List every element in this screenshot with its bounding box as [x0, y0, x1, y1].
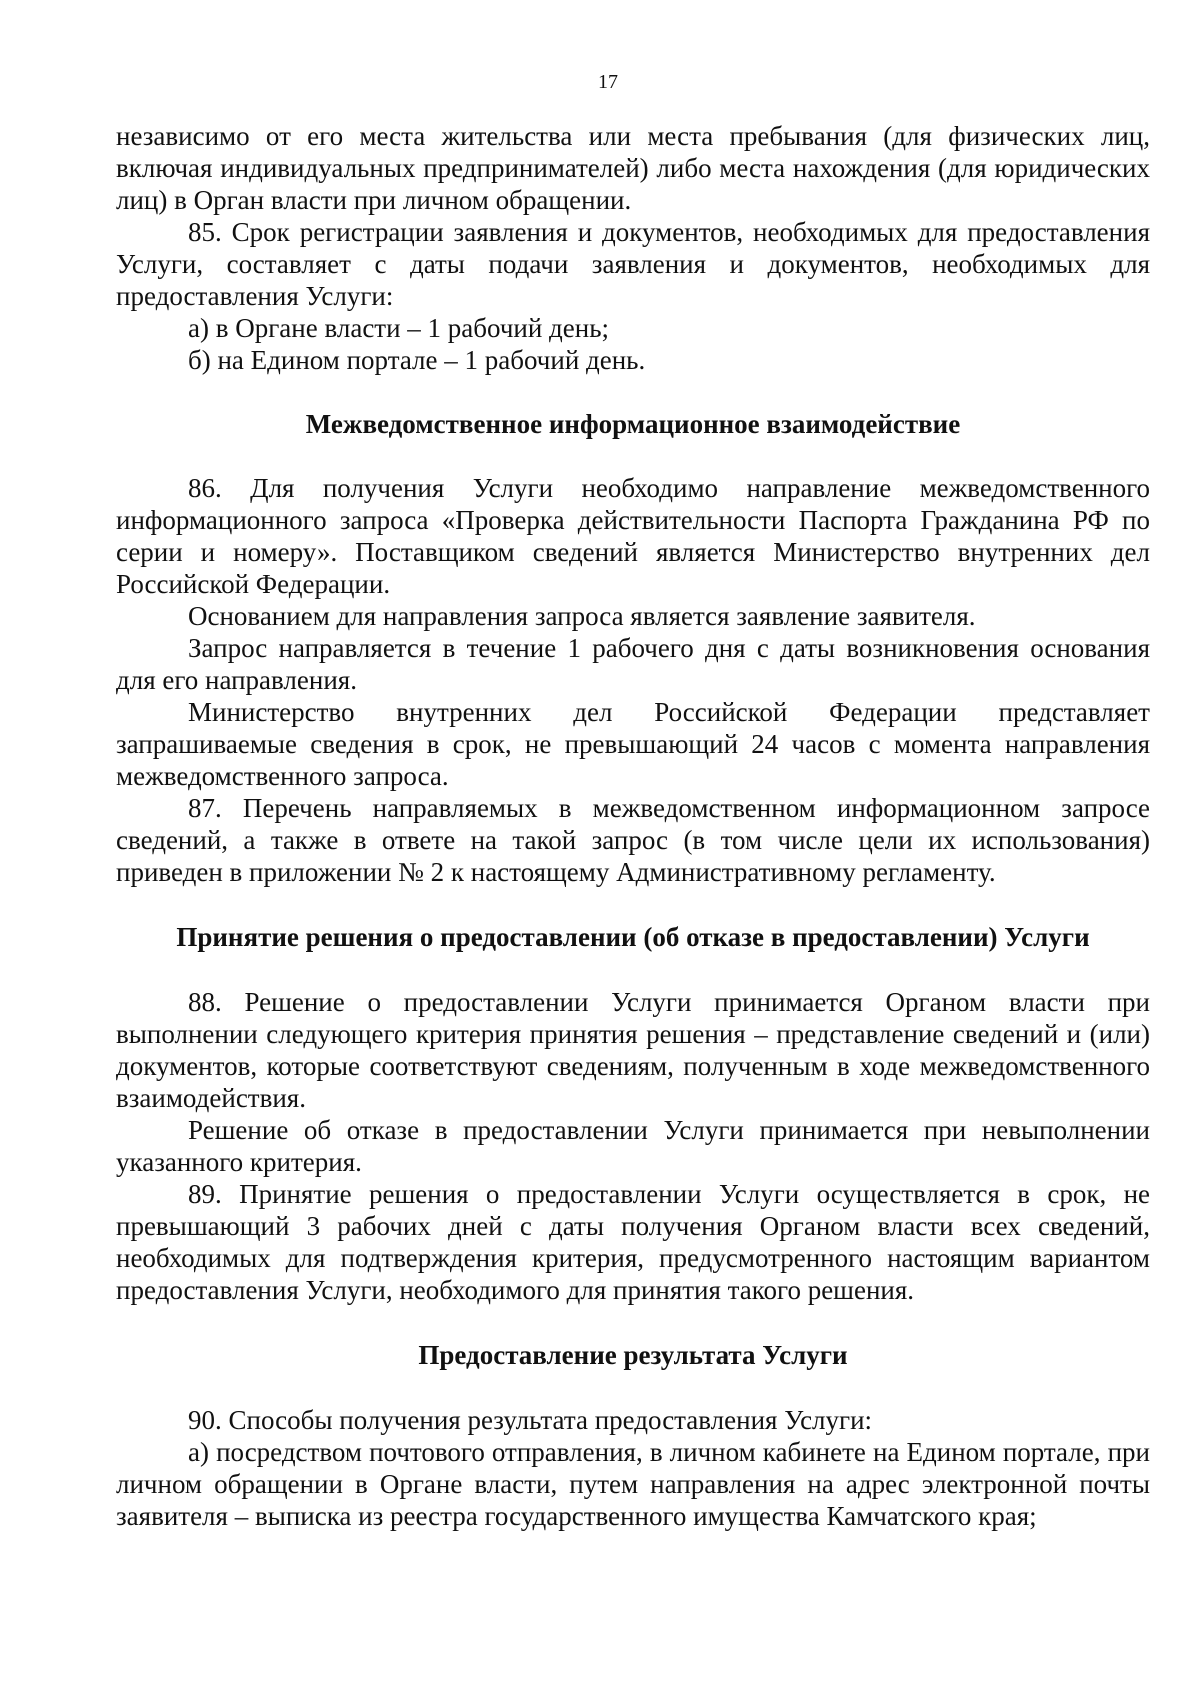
paragraph-89: 89. Принятие решения о предоставлении Услуги осуществляется в срок, не превышающий 3 рабочих дней с даты получения Органом власти всех сведений, необходимых для подтверждения критерия, предусмотренного настоящим вариантом предоставления Услуги, необходимого для принятия такого решения. — [116, 1179, 1150, 1305]
paragraph-continuation: независимо от его места жительства или места пребывания (для физических лиц, включая индивидуальных предпринимателей) либо места нахождения (для юридических лиц) в Орган власти при личном обращении. — [116, 121, 1150, 215]
section-heading-decision: Принятие решения о предоставлении (об отказе в предоставлении) Услуги — [176, 922, 1090, 952]
paragraph-85: 85. Срок регистрации заявления и документов, необходимых для предоставления Услуги, составляет с даты подачи заявления и документов, необходимых для предоставления Услуги: — [116, 217, 1150, 311]
paragraph-86: 86. Для получения Услуги необходимо направление межведомственного информационного запроса «Проверка действительности Паспорта Гражданина РФ по серии и номеру». Поставщиком сведений является Министерство внутренних дел Российской Федерации. — [116, 473, 1150, 599]
paragraph-85-item-b: б) на Едином портале – 1 рабочий день. — [188, 345, 646, 375]
paragraph-86-timing: Запрос направляется в течение 1 рабочего дня с даты возникновения основания для его направления. — [116, 633, 1150, 695]
section-heading-result: Предоставление результата Услуги — [418, 1340, 848, 1370]
section-heading-interagency: Межведомственное информационное взаимодействие — [305, 409, 961, 439]
paragraph-90: 90. Способы получения результата предоставления Услуги: — [188, 1405, 873, 1435]
document-page — [116, 70, 1150, 1532]
paragraph-86-response: Министерство внутренних дел Российской Федерации представляет запрашиваемые сведения в срок, не превышающий 24 часов с момента направления межведомственного запроса. — [116, 697, 1150, 791]
paragraph-88: 88. Решение о предоставлении Услуги принимается Органом власти при выполнении следующего критерия принятия решения – представление сведений и (или) документов, которые соответствуют сведениям, полученным в ходе межведомственного взаимодействия. — [116, 987, 1150, 1113]
paragraph-90-item-a: а) посредством почтового отправления, в личном кабинете на Едином портале, при личном обращении в Органе власти, путем направления на адрес электронной почты заявителя – выписка из реестра государственного имущества Камчатского края; — [116, 1437, 1150, 1531]
paragraph-87: 87. Перечень направляемых в межведомственном информационном запросе сведений, а также в ответе на такой запрос (в том числе цели их использования) приведен в приложении № 2 к настоящему Административному регламенту. — [116, 793, 1150, 887]
page-number: 17 — [598, 71, 618, 93]
paragraph-88-refusal: Решение об отказе в предоставлении Услуги принимается при невыполнении указанного критерия. — [116, 1115, 1150, 1177]
paragraph-86-basis: Основанием для направления запроса является заявление заявителя. — [188, 601, 976, 631]
paragraph-85-item-a: а) в Органе власти – 1 рабочий день; — [188, 313, 610, 343]
